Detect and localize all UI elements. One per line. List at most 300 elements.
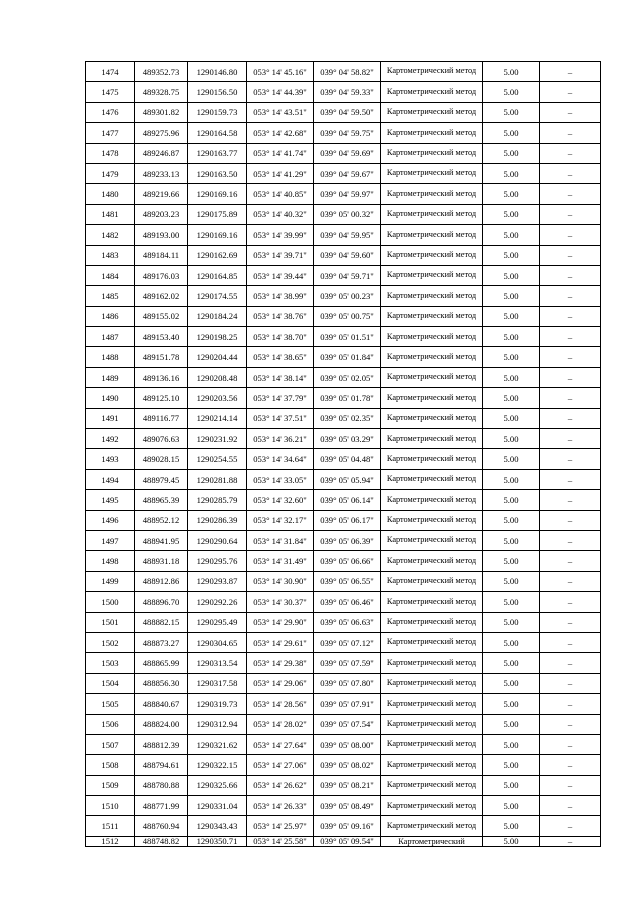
method-cell: Картометрический метод: [381, 265, 483, 285]
y-coordinate-cell: 1290295.76: [188, 551, 247, 571]
x-coordinate-cell: 489246.87: [135, 143, 188, 163]
y-coordinate-cell: 1290184.24: [188, 306, 247, 326]
note-cell: –: [540, 734, 601, 754]
point-number-cell: 1500: [86, 592, 135, 612]
x-coordinate-cell: 489275.96: [135, 123, 188, 143]
y-coordinate-cell: 1290313.54: [188, 653, 247, 673]
point-number-cell: 1507: [86, 734, 135, 754]
method-cell: Картометрический метод: [381, 347, 483, 367]
x-coordinate-cell: 488912.86: [135, 571, 188, 591]
latitude-cell: 053° 14' 31.84": [247, 530, 314, 550]
y-coordinate-cell: 1290254.55: [188, 449, 247, 469]
note-cell: –: [540, 836, 601, 846]
method-cell: Картометрический метод: [381, 469, 483, 489]
note-cell: –: [540, 530, 601, 550]
longitude-cell: 039° 05' 08.00": [314, 734, 381, 754]
point-number-cell: 1482: [86, 225, 135, 245]
latitude-cell: 053° 14' 29.38": [247, 653, 314, 673]
x-coordinate-cell: 489136.16: [135, 367, 188, 387]
longitude-cell: 039° 05' 03.29": [314, 429, 381, 449]
method-cell: Картометрический метод: [381, 714, 483, 734]
method-cell: Картометрический метод: [381, 225, 483, 245]
point-number-cell: 1486: [86, 306, 135, 326]
method-cell: Картометрический метод: [381, 143, 483, 163]
point-number-cell: 1487: [86, 327, 135, 347]
accuracy-cell: 5.00: [483, 612, 540, 632]
method-cell: Картометрический метод: [381, 306, 483, 326]
y-coordinate-cell: 1290343.43: [188, 816, 247, 836]
longitude-cell: 039° 05' 07.80": [314, 673, 381, 693]
table-row: [86, 714, 601, 734]
y-coordinate-cell: 1290203.56: [188, 388, 247, 408]
x-coordinate-cell: 488771.99: [135, 796, 188, 816]
x-coordinate-cell: 488760.94: [135, 816, 188, 836]
note-cell: –: [540, 429, 601, 449]
point-number-cell: 1495: [86, 490, 135, 510]
table-row: [86, 673, 601, 693]
note-cell: –: [540, 102, 601, 122]
x-coordinate-cell: 489125.10: [135, 388, 188, 408]
point-number-cell: 1474: [86, 62, 135, 82]
y-coordinate-cell: 1290292.26: [188, 592, 247, 612]
x-coordinate-cell: 489184.11: [135, 245, 188, 265]
table-row: [86, 265, 601, 285]
point-number-cell: 1481: [86, 204, 135, 224]
point-number-cell: 1511: [86, 816, 135, 836]
x-coordinate-cell: 488780.88: [135, 775, 188, 795]
table-row: [86, 755, 601, 775]
y-coordinate-cell: 1290304.65: [188, 632, 247, 652]
y-coordinate-cell: 1290169.16: [188, 225, 247, 245]
coordinates-sheet: [85, 61, 600, 847]
latitude-cell: 053° 14' 25.58": [247, 836, 314, 846]
y-coordinate-cell: 1290317.58: [188, 673, 247, 693]
method-cell: Картометрический метод: [381, 408, 483, 428]
note-cell: –: [540, 490, 601, 510]
y-coordinate-cell: 1290331.04: [188, 796, 247, 816]
method-cell: Картометрический метод: [381, 592, 483, 612]
method-cell: Картометрический метод: [381, 204, 483, 224]
note-cell: –: [540, 469, 601, 489]
accuracy-cell: 5.00: [483, 306, 540, 326]
method-cell: Картометрический метод: [381, 734, 483, 754]
accuracy-cell: 5.00: [483, 388, 540, 408]
longitude-cell: 039° 04' 59.71": [314, 265, 381, 285]
longitude-cell: 039° 05' 00.32": [314, 204, 381, 224]
accuracy-cell: 5.00: [483, 245, 540, 265]
table-row: [86, 286, 601, 306]
accuracy-cell: 5.00: [483, 123, 540, 143]
method-cell: Картометрический метод: [381, 490, 483, 510]
accuracy-cell: 5.00: [483, 347, 540, 367]
point-number-cell: 1489: [86, 367, 135, 387]
longitude-cell: 039° 04' 59.69": [314, 143, 381, 163]
x-coordinate-cell: 488979.45: [135, 469, 188, 489]
latitude-cell: 053° 14' 34.64": [247, 449, 314, 469]
method-cell: Картометрический метод: [381, 245, 483, 265]
y-coordinate-cell: 1290293.87: [188, 571, 247, 591]
accuracy-cell: 5.00: [483, 184, 540, 204]
coordinates-table: [85, 61, 601, 847]
y-coordinate-cell: 1290198.25: [188, 327, 247, 347]
point-number-cell: 1508: [86, 755, 135, 775]
accuracy-cell: 5.00: [483, 571, 540, 591]
point-number-cell: 1479: [86, 163, 135, 183]
latitude-cell: 053° 14' 29.06": [247, 673, 314, 693]
latitude-cell: 053° 14' 26.33": [247, 796, 314, 816]
y-coordinate-cell: 1290319.73: [188, 694, 247, 714]
x-coordinate-cell: 489219.66: [135, 184, 188, 204]
latitude-cell: 053° 14' 37.79": [247, 388, 314, 408]
point-number-cell: 1485: [86, 286, 135, 306]
accuracy-cell: 5.00: [483, 286, 540, 306]
y-coordinate-cell: 1290164.58: [188, 123, 247, 143]
longitude-cell: 039° 05' 06.63": [314, 612, 381, 632]
table-row: [86, 592, 601, 612]
latitude-cell: 053° 14' 38.76": [247, 306, 314, 326]
x-coordinate-cell: 489328.75: [135, 82, 188, 102]
accuracy-cell: 5.00: [483, 632, 540, 652]
note-cell: –: [540, 286, 601, 306]
latitude-cell: 053° 14' 28.02": [247, 714, 314, 734]
x-coordinate-cell: 488840.67: [135, 694, 188, 714]
y-coordinate-cell: 1290295.49: [188, 612, 247, 632]
point-number-cell: 1484: [86, 265, 135, 285]
table-row: [86, 530, 601, 550]
table-row: [86, 571, 601, 591]
longitude-cell: 039° 05' 00.23": [314, 286, 381, 306]
accuracy-cell: 5.00: [483, 673, 540, 693]
latitude-cell: 053° 14' 38.14": [247, 367, 314, 387]
latitude-cell: 053° 14' 41.29": [247, 163, 314, 183]
y-coordinate-cell: 1290208.48: [188, 367, 247, 387]
latitude-cell: 053° 14' 39.99": [247, 225, 314, 245]
note-cell: –: [540, 123, 601, 143]
method-cell: Картометрический метод: [381, 102, 483, 122]
method-cell: Картометрический метод: [381, 673, 483, 693]
latitude-cell: 053° 14' 28.56": [247, 694, 314, 714]
point-number-cell: 1502: [86, 632, 135, 652]
table-row: [86, 632, 601, 652]
accuracy-cell: 5.00: [483, 714, 540, 734]
longitude-cell: 039° 05' 09.16": [314, 816, 381, 836]
x-coordinate-cell: 489352.73: [135, 62, 188, 82]
longitude-cell: 039° 04' 59.97": [314, 184, 381, 204]
point-number-cell: 1509: [86, 775, 135, 795]
x-coordinate-cell: 489176.03: [135, 265, 188, 285]
latitude-cell: 053° 14' 38.99": [247, 286, 314, 306]
x-coordinate-cell: 489028.15: [135, 449, 188, 469]
longitude-cell: 039° 05' 07.54": [314, 714, 381, 734]
note-cell: –: [540, 367, 601, 387]
latitude-cell: 053° 14' 29.90": [247, 612, 314, 632]
accuracy-cell: 5.00: [483, 265, 540, 285]
table-row: [86, 469, 601, 489]
table-row: [86, 449, 601, 469]
table-row: [86, 836, 601, 846]
method-cell: Картометрический метод: [381, 694, 483, 714]
y-coordinate-cell: 1290204.44: [188, 347, 247, 367]
note-cell: –: [540, 449, 601, 469]
table-row: [86, 347, 601, 367]
x-coordinate-cell: 488748.82: [135, 836, 188, 846]
y-coordinate-cell: 1290321.62: [188, 734, 247, 754]
accuracy-cell: 5.00: [483, 327, 540, 347]
accuracy-cell: 5.00: [483, 102, 540, 122]
accuracy-cell: 5.00: [483, 836, 540, 846]
note-cell: –: [540, 755, 601, 775]
point-number-cell: 1496: [86, 510, 135, 530]
point-number-cell: 1475: [86, 82, 135, 102]
method-cell: Картометрический метод: [381, 449, 483, 469]
table-row: [86, 510, 601, 530]
note-cell: –: [540, 327, 601, 347]
method-cell: Картометрический метод: [381, 653, 483, 673]
y-coordinate-cell: 1290175.89: [188, 204, 247, 224]
y-coordinate-cell: 1290322.15: [188, 755, 247, 775]
accuracy-cell: 5.00: [483, 82, 540, 102]
table-row: [86, 82, 601, 102]
table-row: [86, 490, 601, 510]
note-cell: –: [540, 694, 601, 714]
x-coordinate-cell: 488931.18: [135, 551, 188, 571]
y-coordinate-cell: 1290214.14: [188, 408, 247, 428]
table-row: [86, 245, 601, 265]
longitude-cell: 039° 04' 59.75": [314, 123, 381, 143]
x-coordinate-cell: 489076.63: [135, 429, 188, 449]
y-coordinate-cell: 1290174.55: [188, 286, 247, 306]
note-cell: –: [540, 551, 601, 571]
note-cell: –: [540, 796, 601, 816]
method-cell: Картометрический метод: [381, 775, 483, 795]
x-coordinate-cell: 488941.95: [135, 530, 188, 550]
latitude-cell: 053° 14' 39.44": [247, 265, 314, 285]
point-number-cell: 1483: [86, 245, 135, 265]
table-row: [86, 734, 601, 754]
x-coordinate-cell: 488865.99: [135, 653, 188, 673]
x-coordinate-cell: 489233.13: [135, 163, 188, 183]
accuracy-cell: 5.00: [483, 62, 540, 82]
method-cell: Картометрический метод: [381, 327, 483, 347]
x-coordinate-cell: 488824.00: [135, 714, 188, 734]
longitude-cell: 039° 05' 00.75": [314, 306, 381, 326]
y-coordinate-cell: 1290162.69: [188, 245, 247, 265]
note-cell: –: [540, 306, 601, 326]
accuracy-cell: 5.00: [483, 775, 540, 795]
latitude-cell: 053° 14' 27.06": [247, 755, 314, 775]
note-cell: –: [540, 714, 601, 734]
x-coordinate-cell: 488965.39: [135, 490, 188, 510]
y-coordinate-cell: 1290156.50: [188, 82, 247, 102]
note-cell: –: [540, 775, 601, 795]
y-coordinate-cell: 1290281.88: [188, 469, 247, 489]
table-row: [86, 327, 601, 347]
y-coordinate-cell: 1290312.94: [188, 714, 247, 734]
y-coordinate-cell: 1290163.77: [188, 143, 247, 163]
y-coordinate-cell: 1290169.16: [188, 184, 247, 204]
note-cell: –: [540, 571, 601, 591]
latitude-cell: 053° 14' 30.90": [247, 571, 314, 591]
table-row: [86, 775, 601, 795]
accuracy-cell: 5.00: [483, 143, 540, 163]
point-number-cell: 1510: [86, 796, 135, 816]
table-row: [86, 225, 601, 245]
longitude-cell: 039° 05' 06.66": [314, 551, 381, 571]
accuracy-cell: 5.00: [483, 408, 540, 428]
latitude-cell: 053° 14' 32.17": [247, 510, 314, 530]
table-row: [86, 429, 601, 449]
table-row: [86, 123, 601, 143]
longitude-cell: 039° 04' 59.95": [314, 225, 381, 245]
accuracy-cell: 5.00: [483, 734, 540, 754]
longitude-cell: 039° 04' 58.82": [314, 62, 381, 82]
note-cell: –: [540, 82, 601, 102]
latitude-cell: 053° 14' 38.70": [247, 327, 314, 347]
longitude-cell: 039° 05' 01.78": [314, 388, 381, 408]
note-cell: –: [540, 204, 601, 224]
latitude-cell: 053° 14' 27.64": [247, 734, 314, 754]
accuracy-cell: 5.00: [483, 490, 540, 510]
note-cell: –: [540, 265, 601, 285]
accuracy-cell: 5.00: [483, 755, 540, 775]
table-row: [86, 163, 601, 183]
table-row: [86, 551, 601, 571]
x-coordinate-cell: 489301.82: [135, 102, 188, 122]
y-coordinate-cell: 1290163.50: [188, 163, 247, 183]
method-cell: Картометрический метод: [381, 796, 483, 816]
latitude-cell: 053° 14' 38.65": [247, 347, 314, 367]
table-row: [86, 388, 601, 408]
point-number-cell: 1501: [86, 612, 135, 632]
longitude-cell: 039° 04' 59.67": [314, 163, 381, 183]
x-coordinate-cell: 488896.70: [135, 592, 188, 612]
note-cell: –: [540, 653, 601, 673]
accuracy-cell: 5.00: [483, 429, 540, 449]
method-cell: Картометрический метод: [381, 367, 483, 387]
x-coordinate-cell: 489153.40: [135, 327, 188, 347]
y-coordinate-cell: 1290285.79: [188, 490, 247, 510]
accuracy-cell: 5.00: [483, 551, 540, 571]
accuracy-cell: 5.00: [483, 530, 540, 550]
y-coordinate-cell: 1290290.64: [188, 530, 247, 550]
point-number-cell: 1505: [86, 694, 135, 714]
latitude-cell: 053° 14' 42.68": [247, 123, 314, 143]
latitude-cell: 053° 14' 43.51": [247, 102, 314, 122]
accuracy-cell: 5.00: [483, 225, 540, 245]
table-row: [86, 612, 601, 632]
table-row: [86, 694, 601, 714]
longitude-cell: 039° 05' 06.39": [314, 530, 381, 550]
x-coordinate-cell: 488856.30: [135, 673, 188, 693]
note-cell: –: [540, 388, 601, 408]
x-coordinate-cell: 488952.12: [135, 510, 188, 530]
note-cell: –: [540, 510, 601, 530]
longitude-cell: 039° 04' 59.60": [314, 245, 381, 265]
note-cell: –: [540, 184, 601, 204]
note-cell: –: [540, 612, 601, 632]
point-number-cell: 1512: [86, 836, 135, 846]
table-row: [86, 306, 601, 326]
longitude-cell: 039° 05' 04.48": [314, 449, 381, 469]
longitude-cell: 039° 05' 06.55": [314, 571, 381, 591]
point-number-cell: 1477: [86, 123, 135, 143]
note-cell: –: [540, 347, 601, 367]
longitude-cell: 039° 05' 08.49": [314, 796, 381, 816]
longitude-cell: 039° 04' 59.50": [314, 102, 381, 122]
accuracy-cell: 5.00: [483, 653, 540, 673]
method-cell: Картометрический метод: [381, 82, 483, 102]
point-number-cell: 1493: [86, 449, 135, 469]
latitude-cell: 053° 14' 29.61": [247, 632, 314, 652]
accuracy-cell: 5.00: [483, 449, 540, 469]
latitude-cell: 053° 14' 41.74": [247, 143, 314, 163]
accuracy-cell: 5.00: [483, 163, 540, 183]
latitude-cell: 053° 14' 37.51": [247, 408, 314, 428]
x-coordinate-cell: 489116.77: [135, 408, 188, 428]
latitude-cell: 053° 14' 32.60": [247, 490, 314, 510]
point-number-cell: 1503: [86, 653, 135, 673]
y-coordinate-cell: 1290146.80: [188, 62, 247, 82]
latitude-cell: 053° 14' 40.32": [247, 204, 314, 224]
note-cell: –: [540, 163, 601, 183]
longitude-cell: 039° 05' 06.14": [314, 490, 381, 510]
method-cell: Картометрический метод: [381, 163, 483, 183]
longitude-cell: 039° 05' 08.02": [314, 755, 381, 775]
latitude-cell: 053° 14' 44.39": [247, 82, 314, 102]
table-row: [86, 796, 601, 816]
method-cell: Картометрический метод: [381, 286, 483, 306]
point-number-cell: 1488: [86, 347, 135, 367]
method-cell: Картометрический метод: [381, 755, 483, 775]
y-coordinate-cell: 1290286.39: [188, 510, 247, 530]
table-row: [86, 62, 601, 82]
longitude-cell: 039° 05' 07.12": [314, 632, 381, 652]
latitude-cell: 053° 14' 36.21": [247, 429, 314, 449]
longitude-cell: 039° 05' 09.54": [314, 836, 381, 846]
table-row: [86, 816, 601, 836]
y-coordinate-cell: 1290350.71: [188, 836, 247, 846]
latitude-cell: 053° 14' 25.97": [247, 816, 314, 836]
accuracy-cell: 5.00: [483, 592, 540, 612]
x-coordinate-cell: 489203.23: [135, 204, 188, 224]
method-cell: Картометрический метод: [381, 571, 483, 591]
note-cell: –: [540, 245, 601, 265]
method-cell: Картометрический метод: [381, 612, 483, 632]
longitude-cell: 039° 05' 02.35": [314, 408, 381, 428]
note-cell: –: [540, 592, 601, 612]
longitude-cell: 039° 05' 07.59": [314, 653, 381, 673]
point-number-cell: 1490: [86, 388, 135, 408]
point-number-cell: 1492: [86, 429, 135, 449]
x-coordinate-cell: 489155.02: [135, 306, 188, 326]
x-coordinate-cell: 488882.15: [135, 612, 188, 632]
point-number-cell: 1504: [86, 673, 135, 693]
method-cell: Картометрический метод: [381, 123, 483, 143]
method-cell: Картометрический метод: [381, 816, 483, 836]
longitude-cell: 039° 05' 01.84": [314, 347, 381, 367]
x-coordinate-cell: 488873.27: [135, 632, 188, 652]
table-row: [86, 102, 601, 122]
point-number-cell: 1480: [86, 184, 135, 204]
accuracy-cell: 5.00: [483, 367, 540, 387]
x-coordinate-cell: 489193.00: [135, 225, 188, 245]
longitude-cell: 039° 05' 08.21": [314, 775, 381, 795]
point-number-cell: 1506: [86, 714, 135, 734]
latitude-cell: 053° 14' 33.05": [247, 469, 314, 489]
note-cell: –: [540, 62, 601, 82]
latitude-cell: 053° 14' 30.37": [247, 592, 314, 612]
latitude-cell: 053° 14' 31.49": [247, 551, 314, 571]
